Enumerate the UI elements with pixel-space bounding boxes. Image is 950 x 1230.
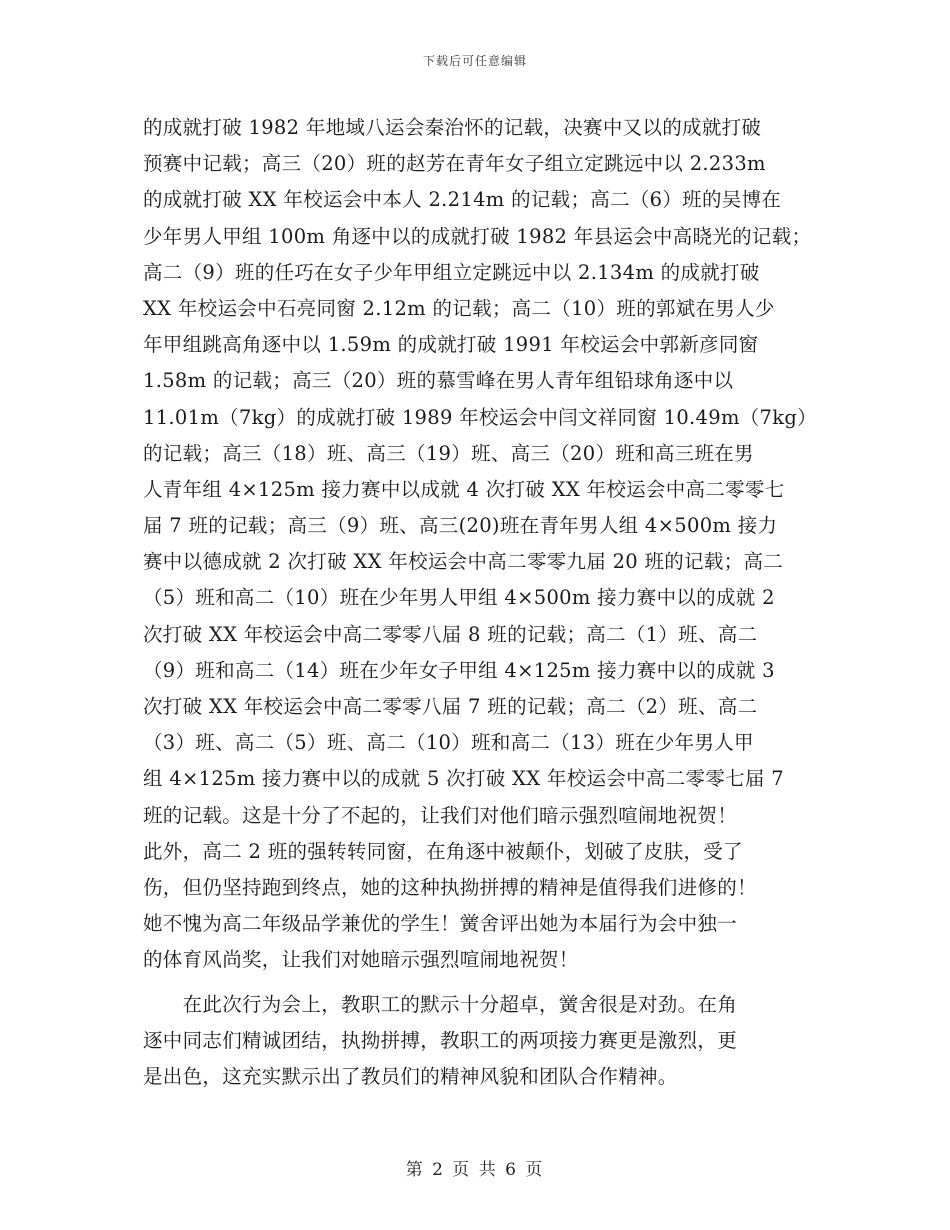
text-line: 组 4×125m 接力赛中以的成就 5 次打破 XX 年校运会中高二零零七届 7 bbox=[143, 767, 784, 791]
text-line: 是出色，这充实默示出了教员们的精神风貌和团队合作精神。 bbox=[143, 1064, 678, 1088]
text-line: 逐中同志们精诚团结，执拗拼搏，教职工的两项接力赛更是激烈，更 bbox=[143, 1028, 738, 1052]
text-line: （3）班、高二（5）班、高二（10）班和高二（13）班在少年男人甲 bbox=[143, 731, 754, 755]
text-line: 次打破 XX 年校运会中高二零零八届 7 班的记载；高二（2）班、高二 bbox=[143, 695, 758, 718]
text-line: 的成就打破 XX 年校运会中本人 2.214m 的记载；高二（6）班的吴博在 bbox=[143, 188, 782, 212]
page-number-footer: 第 2 页 共 6 页 bbox=[405, 1160, 545, 1180]
text-line: 伤，但仍坚持跑到终点，她的这种执拗拼搏的精神是值得我们进修的！ bbox=[143, 875, 757, 899]
text-line: 人青年组 4×125m 接力赛中以成就 4 次打破 XX 年校运会中高二零零七 bbox=[143, 477, 785, 501]
text-line: 此外，高二 2 班的强转转同窗，在角逐中被颠仆，划破了皮肤，受了 bbox=[143, 839, 743, 863]
document-body bbox=[143, 110, 823, 1095]
text-line: 班的记载。这是十分了不起的，让我们对他们暗示强烈喧闹地祝贺！ bbox=[143, 803, 738, 827]
page-header: 下载后可任意编辑 bbox=[422, 54, 527, 68]
text-line: 年甲组跳高角逐中以 1.59m 的成就打破 1991 年校运会中郭新彦同窗 bbox=[143, 333, 759, 357]
text-line: XX 年校运会中石亮同窗 2.12m 的记载；高二（10）班的郭斌在男人少 bbox=[143, 296, 775, 320]
text-line: 在此次行为会上，教职工的默示十分超卓，黉舍很是对劲。在角 bbox=[143, 992, 738, 1016]
text-line: 11.01m（7kg）的成就打破 1989 年校运会中闫文祥同窗 10.49m（7kg） bbox=[143, 405, 817, 429]
text-line: 预赛中记载；高三（20）班的赵芳在青年女子组立定跳远中以 2.233m bbox=[143, 152, 766, 176]
text-line: 少年男人甲组 100m 角逐中以的成就打破 1982 年县运会中高晓光的记载； bbox=[143, 224, 812, 248]
paragraph-1 bbox=[143, 110, 823, 979]
text-line: 她不愧为高二年级品学兼优的学生！黉舍评出她为本届行为会中独一 bbox=[143, 912, 738, 936]
text-line: 1.58m 的记载；高三（20）班的慕雪峰在男人青年组铅球角逐中以 bbox=[143, 369, 734, 393]
paragraph-2 bbox=[143, 987, 823, 1096]
text-line: （5）班和高二（10）班在少年男人甲组 4×500m 接力赛中以的成就 2 bbox=[143, 586, 775, 610]
paragraph-spacer bbox=[143, 979, 823, 987]
text-line: 的体育风尚奖，让我们对她暗示强烈喧闹地祝贺！ bbox=[143, 948, 579, 972]
text-line: 赛中以德成就 2 次打破 XX 年校运会中高二零零九届 20 班的记载；高二 bbox=[143, 550, 784, 574]
text-line: （9）班和高二（14）班在少年女子甲组 4×125m 接力赛中以的成就 3 bbox=[143, 658, 775, 682]
text-line: 高二（9）班的任巧在女子少年甲组立定跳远中以 2.134m 的成就打破 bbox=[143, 260, 760, 284]
text-line: 次打破 XX 年校运会中高二零零八届 8 班的记载；高二（1）班、高二 bbox=[143, 622, 758, 646]
text-line: 届 7 班的记载；高三（9）班、高三(20)班在青年男人组 4×500m 接力 bbox=[143, 514, 778, 538]
text-line: 的记载；高三（18）班、高三（19）班、高三（20）班和高三班在男 bbox=[143, 441, 754, 465]
text-line: 的成就打破 1982 年地域八运会秦治怀的记载，决赛中又以的成就打破 bbox=[143, 116, 762, 139]
